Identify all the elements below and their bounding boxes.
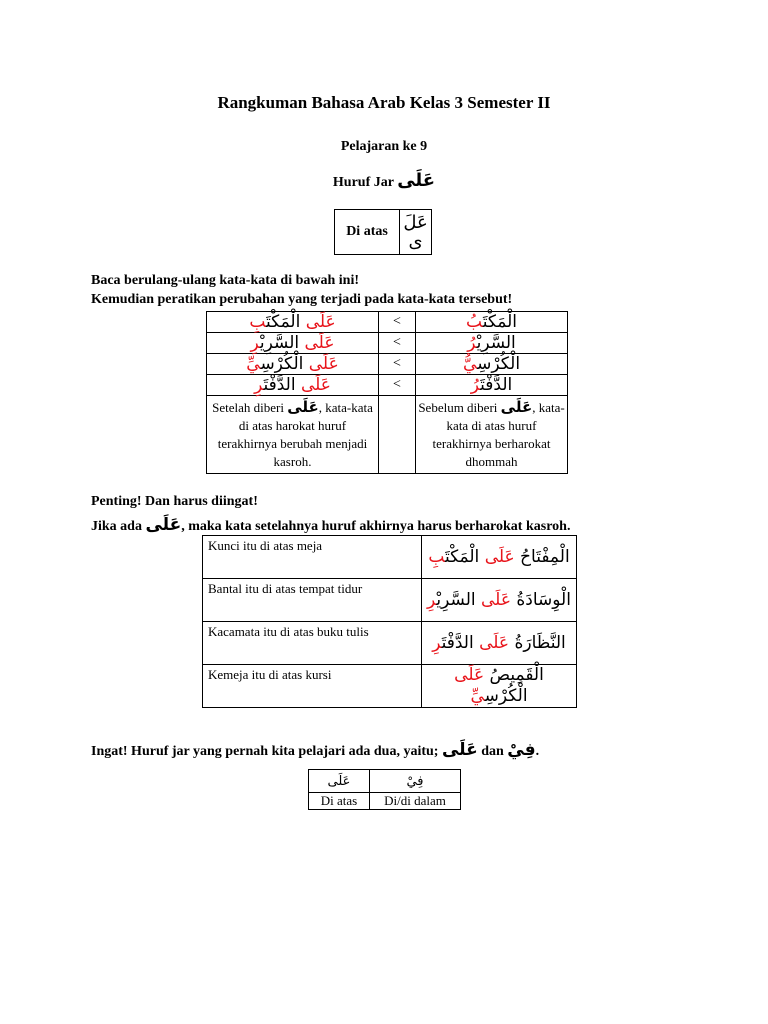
example-row — [203, 665, 577, 708]
huruf-jar-heading — [0, 170, 768, 191]
huruf-arabic: عَلَى — [397, 170, 436, 191]
after-word: السَّرِيْ — [259, 333, 300, 353]
summary-meaning-ala: Di atas — [309, 793, 370, 810]
page-title: Rangkuman Bahasa Arab Kelas 3 Semester II — [217, 93, 551, 112]
note-before: Sebelum diberi عَلَى, kata-kata di atas huruf terakhirnya berharokat dhommah — [416, 396, 568, 474]
before-word: الْمَكْتَ — [482, 312, 517, 332]
definition-table — [334, 209, 432, 255]
comparison-table — [206, 311, 568, 474]
example-row — [203, 622, 577, 665]
summary-table — [308, 769, 461, 810]
arrow-sign: < — [379, 375, 416, 396]
example-row — [203, 579, 577, 622]
comparison-notes-row — [207, 396, 568, 474]
definition-arabic-top: عَلَ — [403, 212, 428, 233]
example-row — [203, 536, 577, 579]
prep-ala: عَلَى — [305, 312, 336, 332]
after-ending: بِ — [249, 312, 267, 332]
prep-ala: عَلَى — [308, 354, 339, 374]
summary-meaning-row — [309, 793, 461, 810]
definition-meaning: Di atas — [335, 210, 400, 255]
before-word: السَّرِيْ — [476, 333, 516, 353]
example-meaning: Kemeja itu di atas kursi — [203, 665, 422, 708]
definition-arabic-bottom: ى — [408, 231, 423, 252]
important-rule: Jika ada عَلَى, maka kata setelahnya huruf akhirnya harus berharokat kasroh. — [91, 515, 571, 535]
comparison-row — [207, 312, 568, 333]
note-after: Setelah diberi عَلَى, kata-kata di atas harokat huruf terakhirnya berubah menjadi kasroh. — [207, 396, 379, 474]
definition-arabic — [400, 210, 432, 255]
summary-header-row — [309, 770, 461, 793]
example-arabic: الْوِسَادَةُ عَلَى السَّرِيْرِ — [422, 579, 577, 622]
instruction-line-2: Kemudian peratikan perubahan yang terjadi pada kata-kata tersebut! — [91, 292, 513, 307]
after-ending: يِّ — [246, 354, 261, 374]
prep-ala: عَلَى — [300, 375, 331, 395]
before-word: الدَّفْتَ — [480, 375, 513, 395]
after-word: الْكُرْسِ — [260, 354, 304, 374]
before-ending: يُّ — [462, 354, 478, 374]
examples-table — [202, 535, 577, 708]
example-meaning: Kunci itu di atas meja — [203, 536, 422, 579]
after-word: الْمَكْتَ — [266, 312, 301, 332]
comparison-row — [207, 354, 568, 375]
example-arabic: النَّظَارَةُ عَلَى الدَّفْتَرِ — [422, 622, 577, 665]
lesson-heading: Pelajaran ke 9 — [340, 139, 428, 154]
reminder-text: Ingat! Huruf jar yang pernah kita pelajari ada dua, yaitu; عَلَى dan فِيْ. — [91, 740, 540, 760]
example-meaning: Kacamata itu di atas buku tulis — [203, 622, 422, 665]
before-word: الْكُرْسِ — [477, 354, 521, 374]
after-ending: رِ — [254, 375, 264, 395]
summary-header-fi: فِيْ — [370, 770, 461, 793]
prep-ala: عَلَى — [304, 333, 335, 353]
comparison-row — [207, 333, 568, 354]
example-meaning: Bantal itu di atas tempat tidur — [203, 579, 422, 622]
after-ending: رِ — [250, 333, 260, 353]
example-arabic: الْقَمِيصُ عَلَى الْكُرْسِيِّ — [422, 665, 577, 708]
before-ending: بُ — [466, 312, 483, 332]
after-word: الدَّفْتَ — [263, 375, 296, 395]
comparison-row — [207, 375, 568, 396]
before-ending: رُ — [467, 333, 477, 353]
summary-header-ala: عَلَى — [309, 770, 370, 793]
before-ending: رُ — [470, 375, 481, 395]
arrow-sign: < — [379, 312, 416, 333]
important-heading: Penting! Dan harus diingat! — [91, 494, 258, 509]
arrow-sign: < — [379, 333, 416, 354]
instruction-line-1: Baca berulang-ulang kata-kata di bawah ini! — [91, 273, 359, 288]
summary-meaning-fi: Di/di dalam — [370, 793, 461, 810]
example-arabic: الْمِفْتَاحُ عَلَى الْمَكْتَبِ — [422, 536, 577, 579]
arrow-sign: < — [379, 354, 416, 375]
huruf-label: Huruf Jar — [332, 175, 394, 190]
